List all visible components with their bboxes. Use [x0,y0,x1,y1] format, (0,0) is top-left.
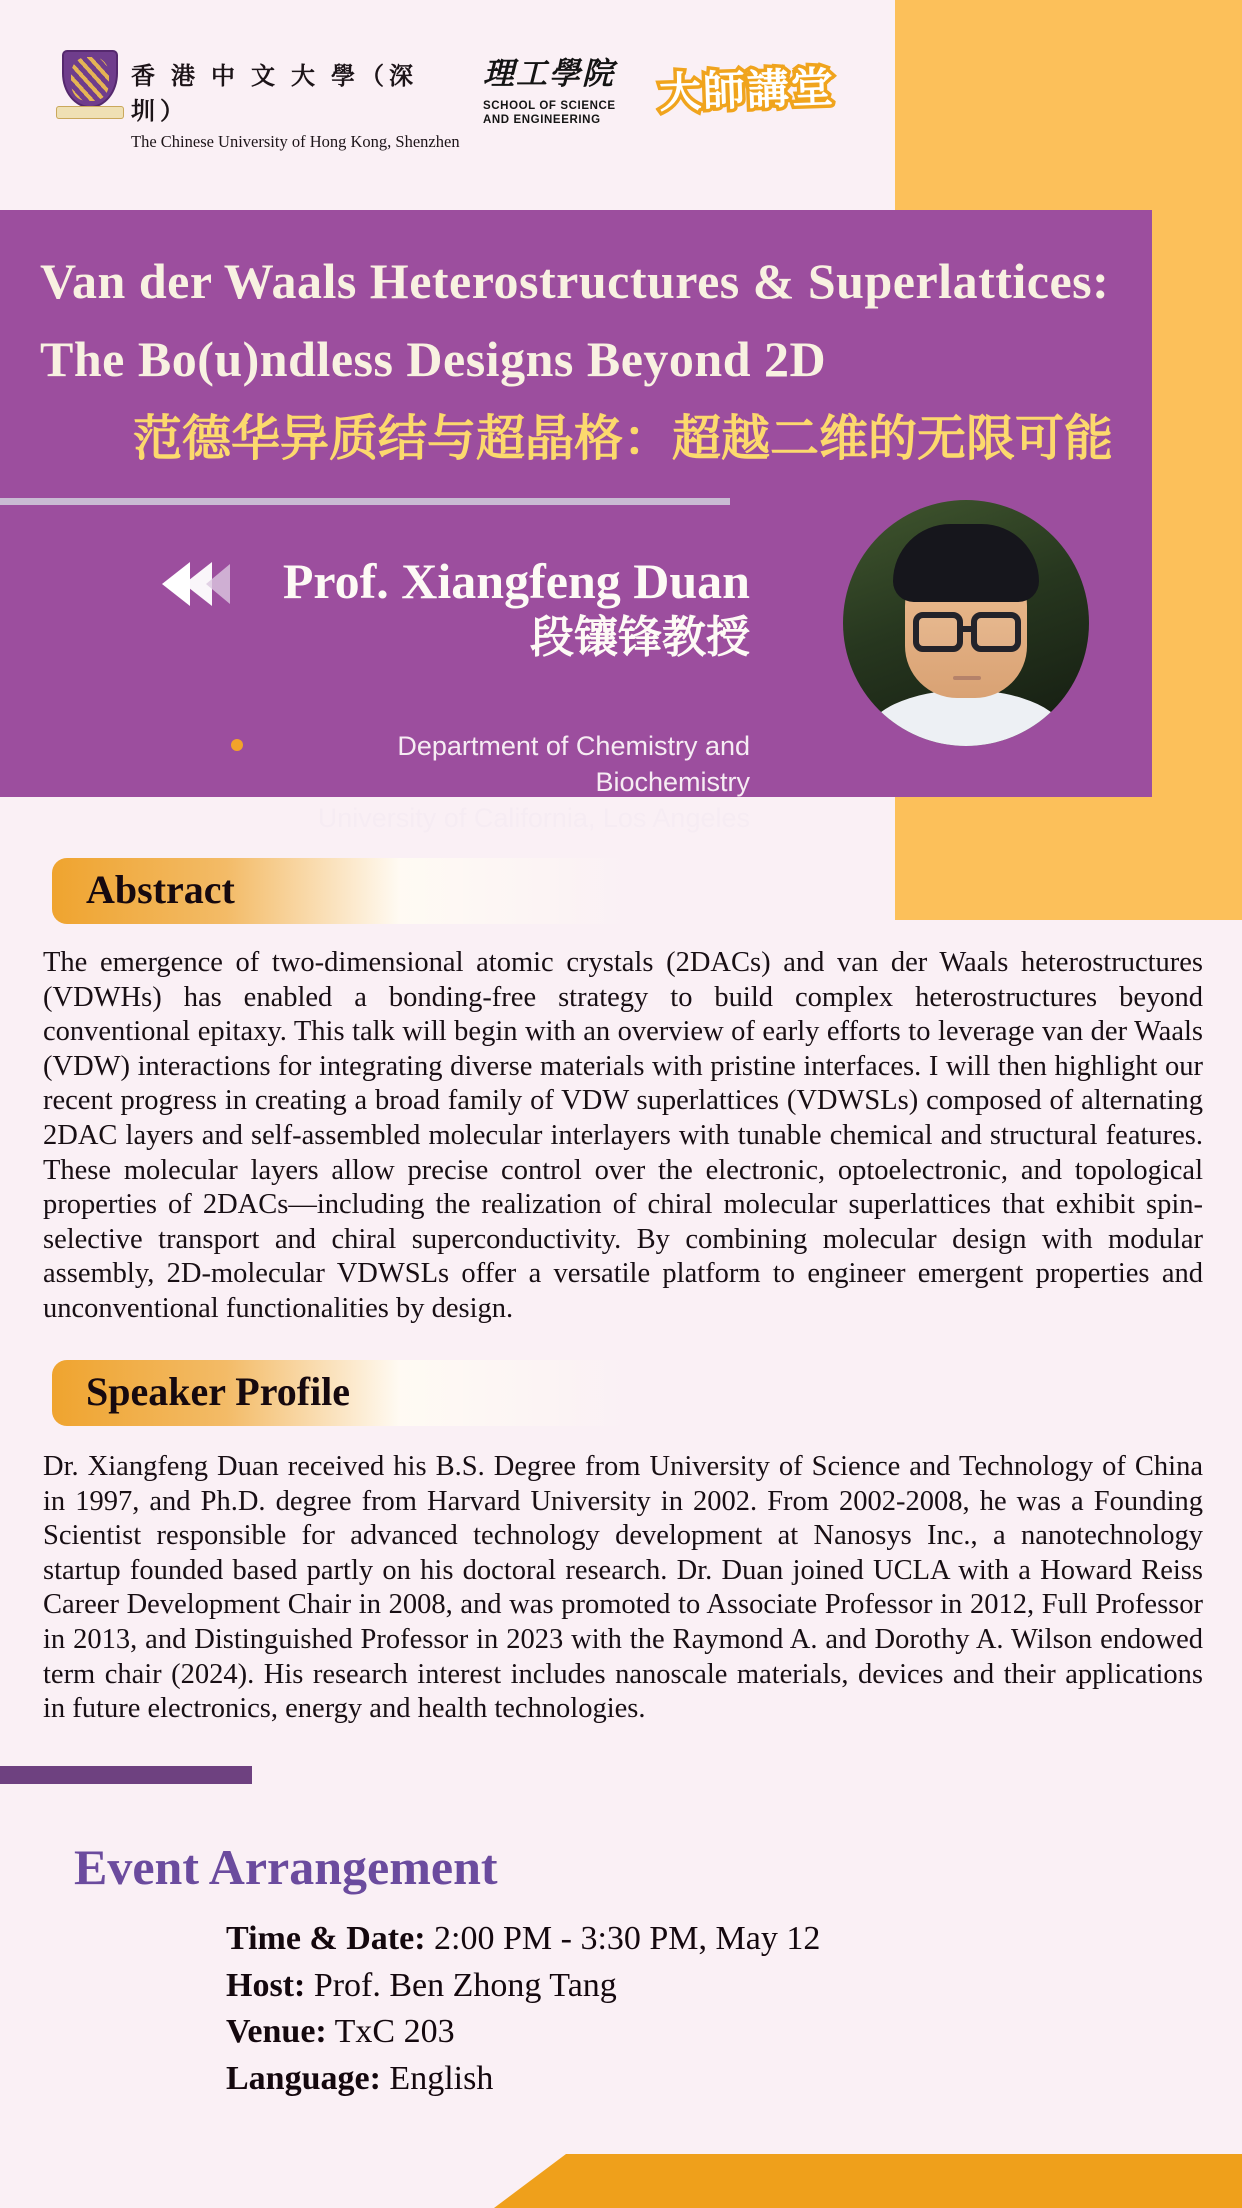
event-row-venue: Venue: TxC 203 [226,2013,455,2050]
bullet-icon [231,739,243,751]
event-row-language: Language: English [226,2059,494,2097]
school-name-en-line1: SCHOOL OF SCIENCE [483,100,616,112]
profile-body: Dr. Xiangfeng Duan received his B.S. Degree from University of Science and Technology of China in 1997, and Ph.D. degree from Harvard University in 2002. From 2002-2008, he was a Founding Scientist responsible for advanced technology development at Nanosys Inc., a nanotechnology startup founded based partly on his doctoral research. Dr. Duan joined UCLA with a Howard Reiss Career Development Chair in 2008, and was promoted to Associate Professor in 2012, Full Professor in 2013, and Distinguished Professor in 2023 with the Raymond A. and Dorothy A. Wilson endowed term chair (2024). His research interest includes nanoscale materials, devices and their applications in future electronics, energy and health technologies. [43,1451,1203,1725]
bottom-orange-ribbon [488,2154,1242,2208]
event-divider-bar [0,1766,252,1784]
cuhk-logo [131,56,471,152]
title-banner [0,210,1152,833]
university-name-zh: 香 港 中 文 大 學（深 圳） [131,64,418,125]
abstract-body: The emergence of two-dimensional atomic crystals (2DACs) and van der Waals heterostructures (VDWHs) has enabled a bonding-free strategy to build complex heterostructures beyond conventional epitaxy. This talk will begin with an overview of early efforts to leverage van der Waals (VDW) interactions for integrating diverse materials with pristine interfaces. I will then highlight our recent progress in creating a broad family of VDW superlattices (VDWSLs) composed of alternating 2DAC layers and self-assembled molecular interlayers with tunable chemical and structural features. These molecular layers allow precise control over the electronic, optoelectronic, and topological properties of 2DACs—including the realization of chiral molecular superlattices that exhibit spin-selective transport and chiral superconductivity. By combining molecular design with modular assembly, 2D-molecular VDWSLs offer a versatile platform to engineer emergent properties and unconventional functionalities by design. [43,947,1203,1324]
school-logo [483,48,673,127]
speaker-affiliation [250,728,750,836]
speaker-name-zh: 段镶锋教授 [530,612,750,663]
event-row-time: Time & Date: 2:00 PM - 3:30 PM, May 12 [226,1920,821,1957]
abstract-heading-pill [52,858,632,924]
affiliation-line1: Department of Chemistry and Biochemistry [397,731,750,797]
event-row-host: Host: Prof. Ben Zhong Tang [226,1966,617,2004]
talk-title-zh: 范德华异质结与超晶格：超越二维的无限可能 [133,410,1114,467]
glasses-icon [913,612,963,652]
school-name-zh: 理工學院 [483,56,615,91]
cuhk-shield-icon [62,50,120,120]
abstract-heading: Abstract [86,867,235,912]
rewind-icon [160,560,232,608]
profile-heading-pill [52,1360,632,1426]
header [0,0,895,150]
university-name-en: The Chinese University of Hong Kong, Shenzhen [131,132,460,151]
talk-title-line1: Van der Waals Heterostructures & Superlattices: [40,253,1110,309]
event-heading: Event Arrangement [74,1839,498,1895]
affiliation-line2: University of California, Los Angeles [317,803,750,833]
speaker-photo [843,500,1089,746]
school-name-en-line2: AND ENGINEERING [483,114,601,126]
master-lecture-logo-text: 大師講堂 [658,62,836,118]
banner-divider [0,498,730,505]
speaker-name-en: Prof. Xiangfeng Duan [282,553,750,609]
profile-heading: Speaker Profile [86,1369,351,1414]
master-lecture-logo [654,52,866,125]
event-details [226,1916,820,2102]
talk-title [40,242,1130,398]
talk-title-line2: The Bo(u)ndless Designs Beyond 2D [40,331,827,387]
speaker-names [280,550,750,664]
